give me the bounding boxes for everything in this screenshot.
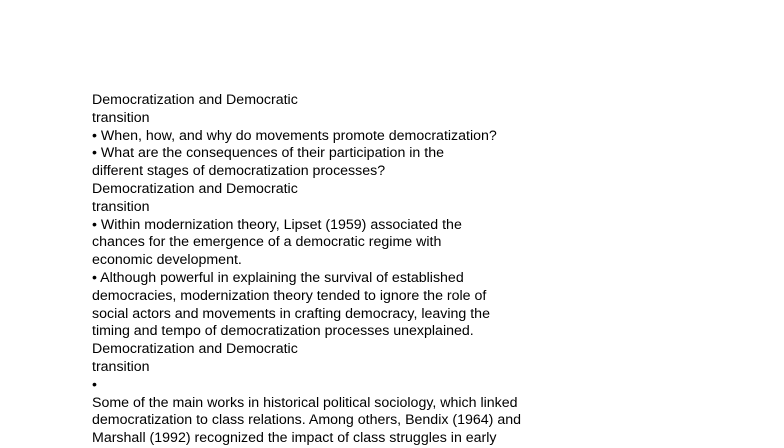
bullet-line: • When, how, and why do movements promote democratization? — [92, 127, 497, 144]
heading-line: transition — [92, 109, 150, 126]
heading-line: Democratization and Democratic — [92, 341, 298, 358]
heading-line: transition — [92, 198, 150, 215]
bullet-line: • Within modernization theory, Lipset (1959) associated the — [92, 216, 462, 233]
text-line: democratization to class relations. Among others, Bendix (1964) and — [92, 412, 522, 429]
bullet-line: • Although powerful in explaining the survival of established — [92, 269, 464, 286]
text-line: timing and tempo of democratization processes unexplained. — [92, 323, 474, 340]
text-line: social actors and movements in crafting democracy, leaving the — [92, 305, 490, 322]
text-line: different stages of democratization processes? — [92, 163, 386, 180]
heading-line: Democratization and Democratic — [92, 92, 298, 108]
document-body — [92, 92, 772, 448]
text-line: Some of the main works in historical political sociology, which linked — [92, 394, 518, 411]
text-line: chances for the emergence of a democratic regime with — [92, 234, 442, 251]
text-line: Marshall (1992) recognized the impact of class struggles in early — [92, 430, 497, 447]
bullet-line: • — [92, 376, 97, 393]
text-line: economic development. — [92, 252, 242, 269]
bullet-line: • What are the consequences of their participation in the — [92, 145, 444, 162]
heading-line: Democratization and Democratic — [92, 180, 298, 197]
heading-line: transition — [92, 358, 150, 375]
text-line: democracies, modernization theory tended to ignore the role of — [92, 287, 487, 304]
